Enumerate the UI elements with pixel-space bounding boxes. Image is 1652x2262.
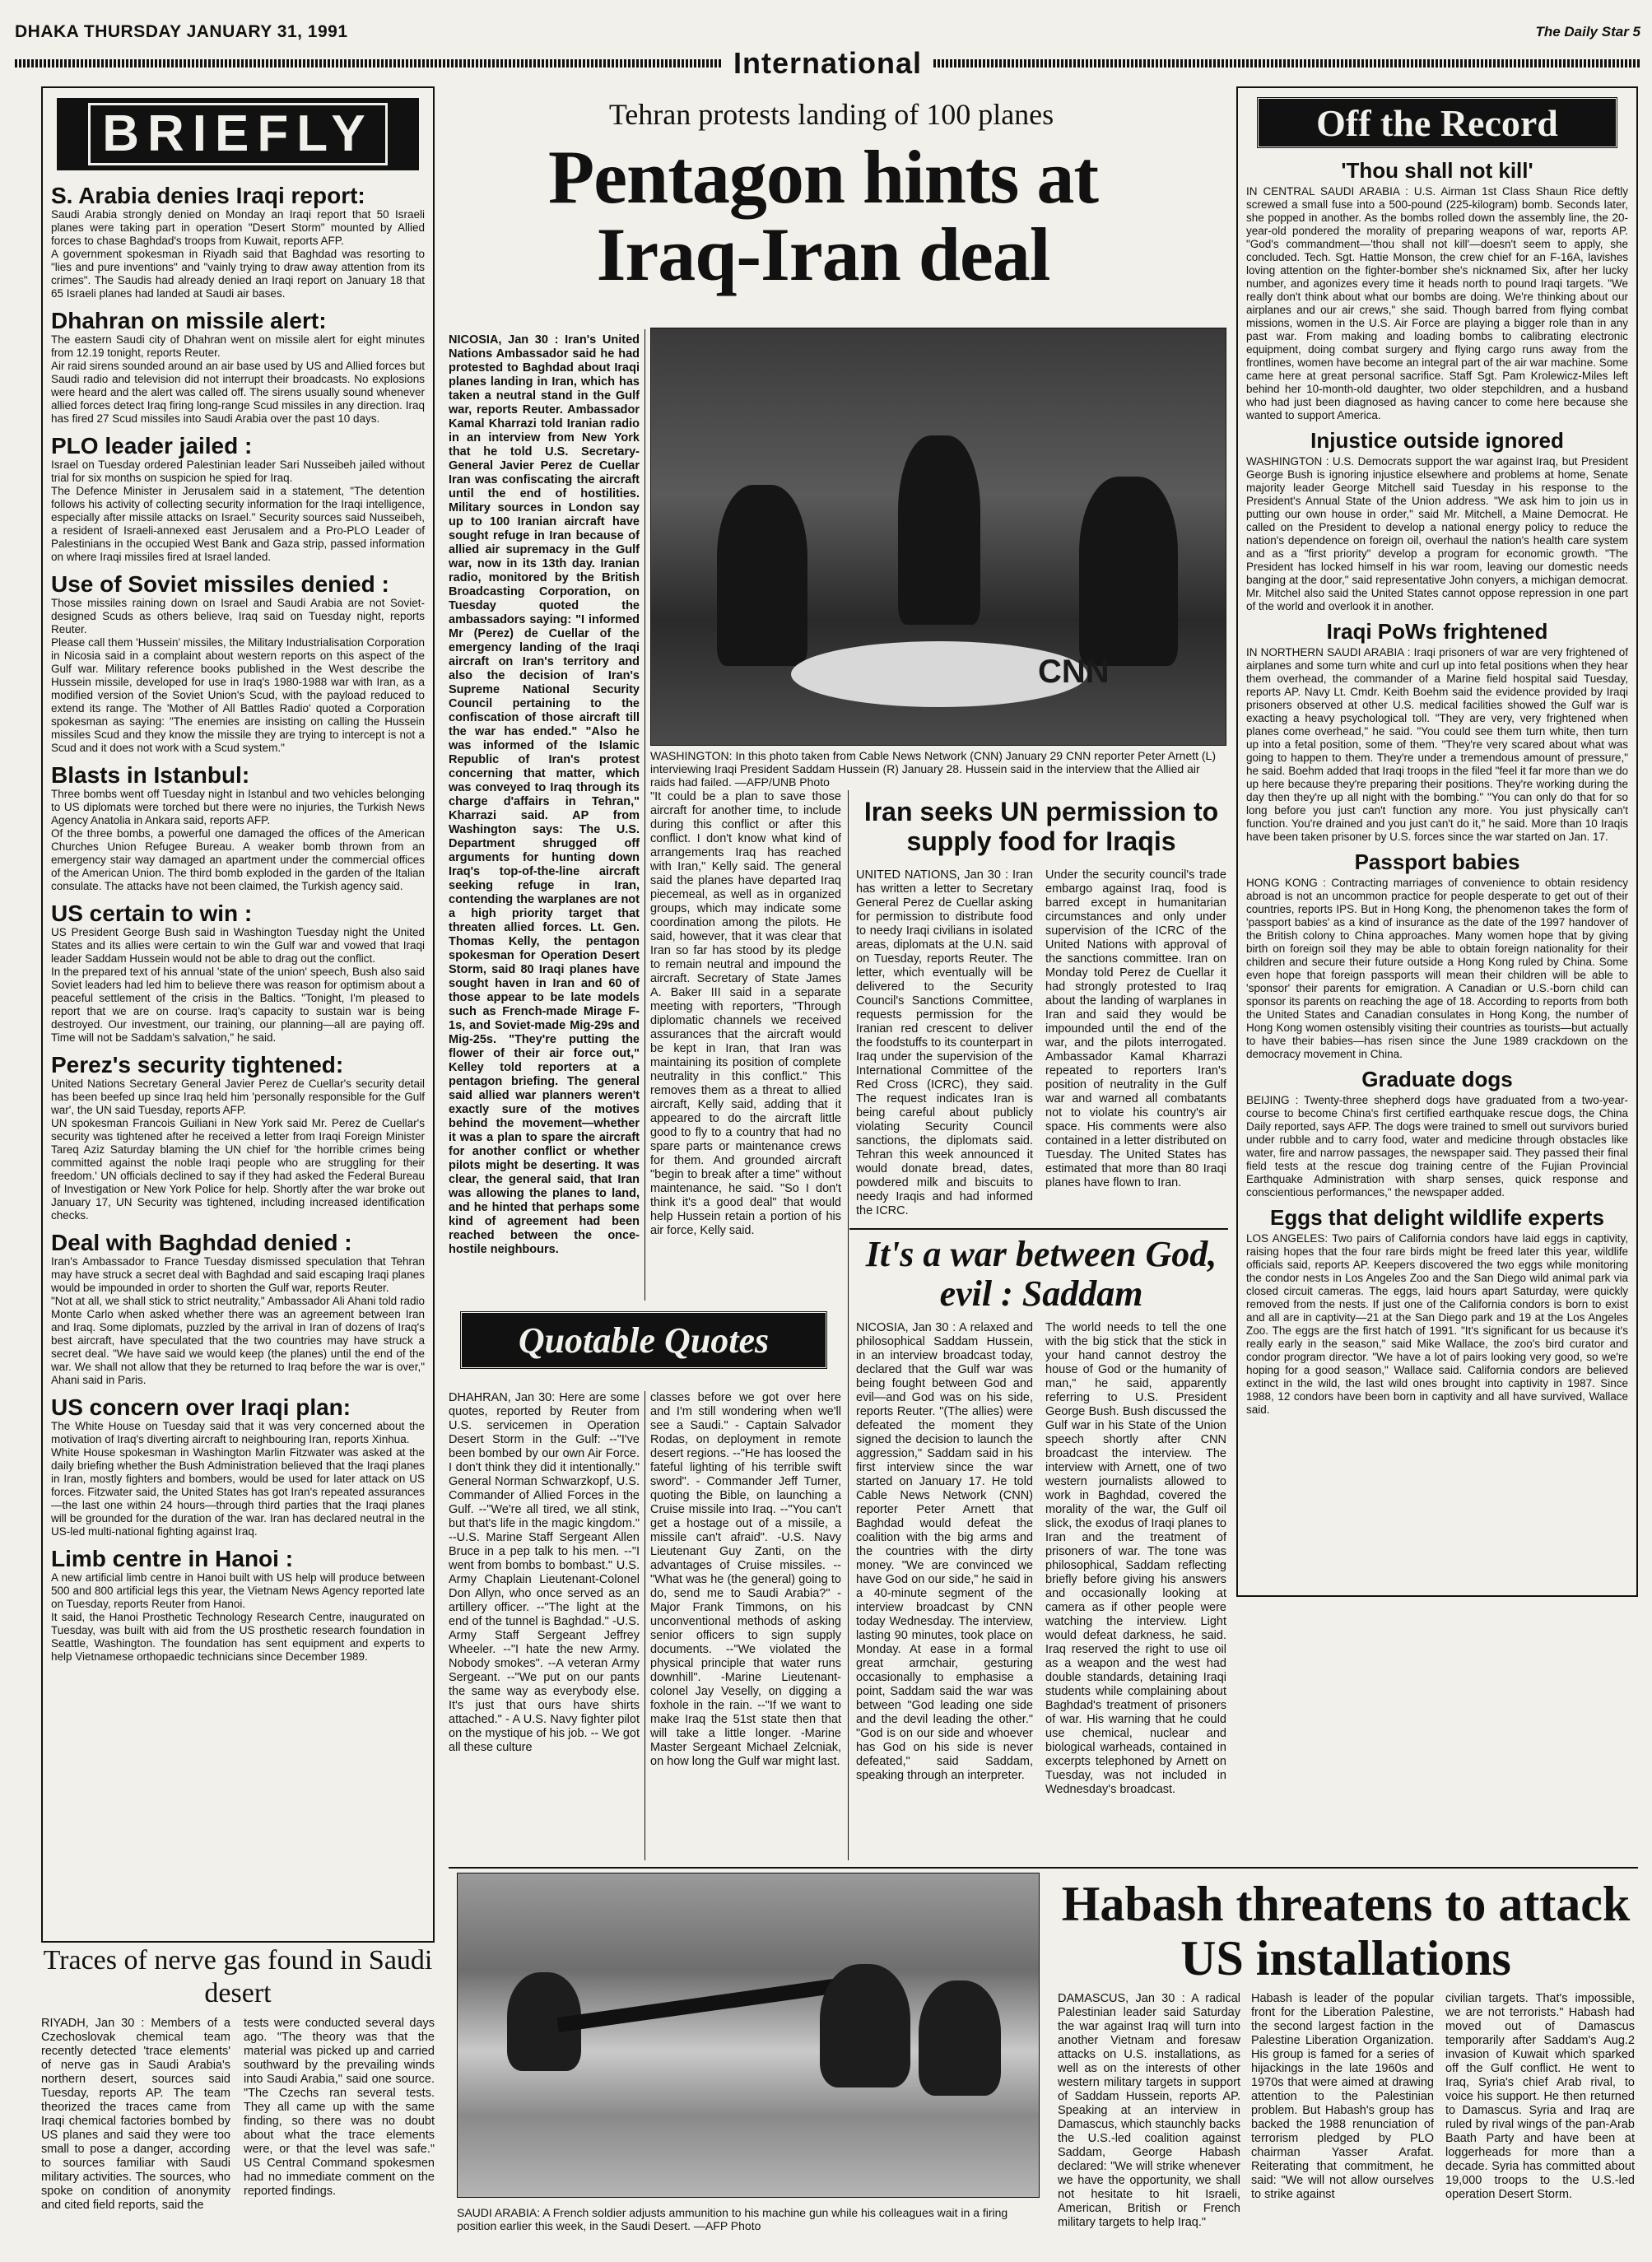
brief-body: "Not at all, we shall stick to strict neutrality," Ambassador Ali Ahani told radio Monte Carlo when asked whether there was an agreement between Iran and Iraq. Some diplomats, puzzled by the arrival in Iran of dozens of Iraq's best aircraft, have speculated that the two countries may have struck a secret deal. "We have said we would keep (the planes) until the end of the war. We shall not allow that they be returned to Iraq before the war is over," Ahani said in Paris.: [51, 1295, 425, 1386]
brief-text: [51, 926, 425, 1045]
brief-text: [51, 1571, 425, 1664]
brief-item: [51, 1547, 425, 1664]
desert-photo-caption: SAUDI ARABIA: A French soldier adjusts ammunition to his machine gun while his colleagues wait in a firing position earlier this week, in the Saudi Desert. —AFP Photo: [457, 2206, 1008, 2232]
record-item-text: BEIJING : Twenty-three shepherd dogs have graduated from a two-year-course to become China's first certified earthquake rescue dogs, the China Daily reported, says AFP. The dogs were trained to smell out survivors buried under rubble and to carry food, water and medicine through obstacles like water, fire and narrow passages, the newspaper said. They passed their final field tests at the rescue dog training centre of the Fujian Provincial Earthquake Administration with sharp senses, quick response and conscientious performances," the newspaper added.: [1246, 1094, 1628, 1198]
record-item-title: Eggs that delight wildlife experts: [1270, 1205, 1604, 1230]
brief-item: [51, 901, 425, 1045]
brief-text: [51, 333, 425, 426]
record-item-text: WASHINGTON : U.S. Democrats support the war against Iraq, but President George Bush is ignoring injustice elsewhere and problems at home, Senate majority leader George Mitchell said Tuesday in his response to the President's Annual State of the Union address. "We ask him to join us in putting our own house in order," said Mr. Mitchell, a Maine Democrat. He called on the President to develop a national energy policy to reduce the nation's dependence on foreign oil, overhaul the nation's health care system and as a "first priority" develop a program for economic growth. "The President has locked himself in his war room, leaving our domestic needs banging at the door," said representative John conyers, a michigan democrat. Mr. Mitchel also said the United States cannot oppose repression in one part of the world and overlook it in another.: [1246, 455, 1628, 612]
brief-lead: Three bombs went off Tuesday night in Istanbul and two vehicles belonging to US diplomats were torched but there were no injuries, the Turkish News Agency Anatolia in Ankara said, reports AFP.: [51, 788, 425, 826]
brief-text: [51, 788, 425, 893]
off-the-record-column: [1236, 86, 1638, 1597]
brief-title: Blasts in Istanbul:: [51, 762, 250, 788]
nerve-gas-col2: tests were conducted several days ago. "The theory was that the material was picked up and carried southward by the prevailing winds into Saudi Arabia," said one source. "The Czechs ran several tests. They all came up with the same finding, so there was no doubt about what the trace elements were, or that the level was safe." US Central Command spokesmen had no immediate comment on the reported findings.: [244, 2017, 435, 2198]
brief-body: It said, the Hanoi Prosthetic Technology Research Centre, inaugurated on Tuesday, was built with aid from the US prosthetic research foundation in Seattle, Washington. The foundation has sent equipment and experts to help Vietnamese orthopaedic technicians since December 1989.: [51, 1611, 425, 1663]
lead-headline: Pentagon hints at Iraq-Iran deal: [548, 135, 1098, 296]
saddam-col1: NICOSIA, Jan 30 : A relaxed and philosophical Saddam Hussein, in an interview broadcast today, declared that the Gulf war was being fought between God and evil—and God was on his side, reports Reuter. "(The allies) were defeated the moment they signed the decision to launch the aggression," Saddam said in his first interview since the war started on January 17. He told Cable News Network (CNN) reporter Peter Arnett that Baghdad would defeat the coalition with the big arms and the countries with the dirty money. "We are convinced we have God on our side," he said in a 40-minute segment of the interview broadcast by CNN today Wednesday. The interview, lasting 90 minutes, took place on Monday. At ease in a formal great armchair, gesturing occasionally to emphasise a point, Saddam said the war was between "God leading one side and the devil leading the other." "God is on our side and whoever has God on his side is never defeated," said Saddam, speaking through an interpreter.: [856, 1321, 1033, 1782]
brief-body: Please call them 'Hussein' missiles, the Military Industrialisation Corporation in Nicosia said in a complaint about western reports on this aspect of the Gulf war. Military reference books published in the West describe the Hussein missile, developed for use in Iraq's 1980-1988 war with Iran, as a modified version of the Soviet Union's Scud, with the payload reduced to extend its range. The 'Mother of All Battles Radio' quoted a Corporation spokesman as saying: "The enemies are insisting on calling the Hussein missiles Scud and they know the missile they are trying to intercept is not a Scud and it does not work with a Scud system.": [51, 636, 425, 754]
cnn-interview-photo: [650, 328, 1226, 746]
off-record-list: [1246, 159, 1628, 1417]
brief-lead: Israel on Tuesday ordered Palestinian leader Sari Nusseibeh jailed without trial for six months on suspicion he spied for Iraq.: [51, 458, 425, 484]
brief-title: US certain to win :: [51, 901, 253, 926]
saddam-headline: It's a war between God, evil : Saddam: [865, 1234, 1217, 1314]
record-item-title: Injustice outside ignored: [1310, 428, 1564, 453]
record-item-text: HONG KONG : Contracting marriages of convenience to obtain residency abroad is not an uncommon practice for people desperate to get out of their countries, reports IPS. But in Hong Kong, the phenomenon takes the form of 'passport babies' as a kind of insurance as the date of the 1997 handover of the British colony to China approaches. Many women hope that by giving birth on foreign soil they may be able to obtain foreign nationality for their children and secure their future outside a Hong Kong ruled by China. Some even hope that foreign passports will mean their children will be able to 'sponsor' their parents for emigration. A Canadian or U.S.-born child can sponsor its parents on reaching the age of 18. According to reports from both the United States and Canadian consulates in Hong Kong, the number of Hong Kong women ostensibly visiting their countries as tourists—but actually to have their babies—has risen since the June 1989 crackdown on the democracy movement in China.: [1246, 877, 1628, 1060]
dateline: DHAKA THURSDAY JANUARY 31, 1991: [15, 22, 348, 41]
habash-col2: Habash is leader of the popular front for the Liberation Palestine, the second largest faction in the Palestine Liberation Organization. His group is famed for a series of hijackings in the late 1960s and 1970s that were aimed at drawing attention to the Palestinian problem. But Habash's group has backed the 1988 renunciation of terrorism pledged by PLO chairman Yasser Arafat. Reiterating that commitment, he said: "We will not allow ourselves to strike against: [1251, 1992, 1434, 2201]
briefly-label: BRIEFLY: [88, 103, 388, 165]
lead-story-col1: NICOSIA, Jan 30 : Iran's United Nations Ambassador said he had protested to Baghdad about Iraqi planes landing in Iran, which has taken a neutral stand in the Gulf war, reports Reuter. Ambassador Kamal Kharrazi told Iranian radio in an interview from New York that he told U.S. Secretary-General Javier Perez de Cuellar Iran was confiscating the aircraft until the end of hostilities. Military sources in London say up to 100 Iranian aircraft have sought refuge in Iran because of allied air supremacy in the Gulf war, now in its 13th day. Iranian radio, monitored by the British Broadcasting Corporation, on Tuesday quoted the ambassadors saying: "I informed Mr (Perez) de Cuellar of the emergency landing of the Iraqi aircraft on Iran's territory and also the decision of Iran's Supreme National Security Council pertaining to the confiscation of those aircraft till the war has ended." "Also he was informed of the Islamic Republic of Iran's protest concerning that matter, which was conveyed to Iraq through its charge d'affairs in Tehran," Kharrazi said. AP from Washington says: The U.S. Department shrugged off arguments for hunting down Iraq's top-of-the-line aircraft seeking refuge in Iran, contending the warplanes are not a high priority target that threaten allied forces. Lt. Gen. Thomas Kelly, the pentagon spokesman for Operation Desert Storm, said 80 Iraqi planes have sought haven in Iran and 60 of those appear to be late models such as French-made Mirage F-1s, and Soviet-made Mig-29s and Mig-25s. "They're putting the flower of their air force out," Kelley told reporters at a pentagon briefing. The general said allied war planners weren't exactly sure of the motives behind the movement—whether it was a plan to spare the aircraft for another conflict or whether pilots might be deserting. It was clear, the general said, that Iran was allowing the planes to land, and he hinted that perhaps some kind of agreement had been reached between the once-hostile neighbours.: [449, 333, 640, 1256]
brief-item: [51, 763, 425, 893]
brief-title: Use of Soviet missiles denied :: [51, 571, 389, 597]
brief-lead: US President George Bush said in Washington Tuesday night the United States and its allies were certain to win the Gulf war and vowed that Iraqi leader Saddam Hussein would not be able to drag out the conflict.: [51, 926, 425, 965]
brief-item: [51, 309, 425, 426]
record-item-title: Passport babies: [1354, 849, 1520, 874]
brief-text: [51, 1255, 425, 1387]
briefly-banner: [57, 98, 419, 170]
saudi-desert-photo: [457, 1873, 1040, 2198]
quotable-title: Quotable Quotes: [518, 1320, 770, 1361]
quotable-col2: classes before we got over here and I'm still wondering when we'll see a Saudi." - Captain Salvador Rodas, on deployment in remote desert regions. --"He has loosed the fateful lighting of his terrible swift sword". - Commander Jeff Turner, quoting the Bible, on launching a Cruise missile into Iraq. --"You can't get a hostage out of a missile, a missile can't afraid". -U.S. Navy Lieutenant Guy Zanti, on the advantages of Cruise missiles. --"What was he (the general) going to do, send me to Saudi Arabia?" - Major Frank Timmons, on his unconventional methods of asking senior officers to sign supply documents. --"We violated the physical principle that water runs downhill". -Marine Lieutenant-colonel Jay Veselly, on digging a foxhole in the rain. --"If we want to make Iraq the 51st state then that will take a little longer. -Marine Master Sergeant Michael Zelcniak, on how long the Gulf war might last.: [650, 1391, 841, 1768]
brief-title: Deal with Baghdad denied :: [51, 1230, 352, 1255]
record-item-title: Iraqi PoWs frightened: [1326, 619, 1548, 644]
brief-item: [51, 572, 425, 755]
brief-body: In the prepared text of his annual 'state of the union' speech, Bush also said Soviet leaders had led him to believe there was reason for optimism about a peaceful settlement of the crisis in the Baltics. "Tonight, I'm pleased to report that we are on course. Iraq's capacity to sustain war is being destroyed. Our investment, our training, our planning—all are paying off. Time will not be Saddam's salvation," he said.: [51, 966, 425, 1044]
brief-lead: Those missiles raining down on Israel and Saudi Arabia are not Soviet-designed Scuds as others believe, Iraq said on Tuesday night, reports Reuter.: [51, 597, 425, 635]
briefly-column: [41, 86, 435, 1943]
lead-story-col2: "It could be a plan to save those aircraft for another time, to include during this conflict or after this conflict. I don't know what kind of arrangements Iraq has reached with Iran," Kelly said. The general said the planes have departed Iraq piecemeal, as well as in organized groups, which may indicate some coordination among the pilots. He said, however, that it was clear that Iran so far has stood by its pledge to remain neutral and impound the aircraft. Secretary of State James A. Baker III said in a separate meeting with reporters, "Through diplomatic channels we received assurances that the aircraft would be kept in Iran, that Iran was maintaining its position of complete neutrality in this conflict." This removes them as a threat to allied aircraft, Kelly said, adding that it appeared to do the aircraft little good to fly to a country that had no spare parts or maintenance crews for them. And grounded aircraft "begin to break after a time" without maintenance, he said. "So I don't think it's a good deal" that would help Hussein retain a portion of his air force, Kelly said.: [650, 790, 841, 1237]
iran-food-col1: UNITED NATIONS, Jan 30 : Iran has written a letter to Secretary General Perez de Cuellar asking for permission to distribute food to needy Iraqi civilians in isolated areas, diplomats at the U.N. said on Tuesday, reports Reuter. The letter, which eventually will be delivered to the Security Council's Sanctions Committee, requests permission for the Iranian red crescent to deliver the foodstuffs to its counterpart in Iraq under the supervision of the International Committee of the Red Cross (ICRC), they said. The request indicates Iran is being careful about publicly violating Security Council sanctions, the diplomats said. Tehran this week announced it would donate bread, dates, powdered milk and biscuits to needy Iraqis and had informed the ICRC.: [856, 868, 1033, 1217]
brief-body: Air raid sirens sounded around an air base used by US and Allied forces but Saudi radio and television did not interrupt their broadcasts. No explosions were heard and the alert was called off. The sirens usually sound whenever allied forces detect Iraq firing long-range Scud missiles in any direction. Iraq has fired 27 Scud missiles into Saudi Arabia over the past 10 days.: [51, 360, 425, 425]
section-header: [15, 46, 1640, 80]
record-item-text: LOS ANGELES: Two pairs of California condors have laid eggs in captivity, raising hopes that the four rare birds might be freed later this year, wildlife officials said, reports AP. Keepers discovered the two eggs while monitoring the condor nests in Los Angeles Zoo and the San Diego wild animal park via closed circuit cameras. The eggs, laid hours apart Saturday, were quickly removed from the nests. If just one of the California condors is born to exist and all are in captivity—21 at the San Diego park and 19 at the Los Angeles Zoo. The eggs are the first hatch of 1991. "It's significant for us because it's really early in the season," said Mike Wallace, the zoo's bird curator and condor program director. "We have a lot of pairs looking very good, so we're hoping for a good season," Wallace said. California condors are believed extinct in the wild, the last wild ones brought into captivity in 1987. Since 1988, 12 condors have been born in captivity and all have survived, Wallace said.: [1246, 1232, 1628, 1416]
off-record-title: Off the Record: [1316, 101, 1558, 144]
brief-body: Of the three bombs, a powerful one damaged the offices of the American Churches Union Refugee Bureau. A weaker bomb thrown from an emergency stair way damaged an apartment under the commercial offices of the American Union. The third bomb exploded in the garden of the Italian consulate. The attacks have not been claimed, the Turkish agency said.: [51, 827, 425, 892]
cnn-logo: CNN: [1038, 654, 1110, 690]
lead-kicker: Tehran protests landing of 100 planes: [608, 98, 1054, 131]
record-item-text: IN NORTHERN SAUDI ARABIA : Iraqi prisoners of war are very frightened of airplanes and some turn white and curl up into fetal positions when they hear them overhead, the commander of a Marine field hospital said Tuesday, reports AP. Navy Lt. Cmdr. Keith Boehm said the evidence provided by Iraqi prisoners observed at other U.S. medical facilities showed the Gulf war is exacting a heavy psychological toll. "They are very, very frightened when planes come overhead," he said. "You could see them turn white, then turn up into a fetal position, some of them. "They're very scared about what was going to happen to them. They're under a tremendous amount of pressure," he said. Boehm added that Iraqi troops in the filed "feel it far more than we do up here because they're preparing their positions. They're working during the day then they're up all night with the bombing." "You can only do that for so long before you just can't function any more. You just physically can't function. You're drained and you just can't do it," he said. More than 10 Iraqis have been taken prisoner by U.S. forces since the war started on Jan. 17.: [1246, 646, 1628, 843]
section-title: International: [733, 46, 923, 80]
off-record-banner: [1256, 96, 1618, 149]
brief-title: S. Arabia denies Iraqi report:: [51, 183, 365, 208]
brief-lead: Iran's Ambassador to France Tuesday dismissed speculation that Tehran may have struck a secret deal with Baghdad and said escaping Iraqi planes would be impounded in order to shorten the Gulf war, reports Reuter.: [51, 1255, 425, 1294]
brief-text: [51, 1420, 425, 1538]
brief-title: Dhahran on missile alert:: [51, 308, 327, 333]
habash-headline: Habash threatens to attack US installations: [1061, 1877, 1631, 1985]
brief-text: [51, 1077, 425, 1222]
habash-col1: DAMASCUS, Jan 30 : A radical Palestinian leader said Saturday the war against Iraq will turn into another Vietnam and foresaw attacks on U.S. installations, as well as on the interests of other western military targets in support of Saddam Hussein, reports AP. Speaking at an interview in Damascus, which staunchly backs the U.S.-led coalition against Saddam, George Habash declared: "We will strike whenever we have the opportunity, we shall not hesitate to hit Israeli, American, British or French military targets to help Iraq.": [1058, 1992, 1240, 2229]
brief-item: [51, 1053, 425, 1222]
brief-title: US concern over Iraqi plan:: [51, 1394, 351, 1420]
record-item-title: 'Thou shall not kill': [1341, 158, 1533, 183]
brief-body: UN spokesman Francois Guiliani in New York said Mr. Perez de Cuellar's security was tightened after he received a letter from Iraqi Foreign Minister Tareq Aziz Saturday blaming the UN chief for 'the horrible crimes being committed against the noble Iraqi people who are struggling for their freedom.' UN officials declined to say if they had asked the Federal Bureau of Investigation or New York Police for help. Shortly after the war broke out January 17, UN Security was tightened, including increased identification checks.: [51, 1117, 425, 1222]
paper-name: The Daily Star 5: [1535, 24, 1640, 40]
nerve-gas-col1: RIYADH, Jan 30 : Members of a Czechoslovak chemical team recently detected 'trace elements' of nerve gas in Saudi Arabia's northern desert, sources said Tuesday, reports AP. The team theorized the traces came from Iraqi chemical factories bombed by US planes and said they were too small to pose a danger, according to sources familiar with Saudi military activities. The sources, who spoke on condition of anonymity and cited field reports, said the: [41, 2017, 230, 2212]
quotable-col1: DHAHRAN, Jan 30: Here are some quotes, reported by Reuter from U.S. servicemen in Operation Desert Storm in the Gulf: --"I've been bombed by our own Air Force. I don't think they did it intentionally." General Norman Schwarzkopf, U.S. Commander of Allied Forces in the Gulf. --"We're all tired, we all stink, but that's life in the magic kingdom." --U.S. Marine Staff Sergeant Allen Bruce in a pep talk to his men. --"I went from bombs to bombast." U.S. Army Chaplain Lieutenant-Colonel Don Allyn, who once served as an artillery officer. --"The light at the end of the tunnel is Baghdad." -U.S. Army Staff Sergeant Jeffrey Wheeler. --"I hate the new Army. Nobody smokes". --A veteran Army Sergeant. --"We put on our pants the same way as everybody else. It's just that ours have shirts attached." - A U.S. Navy fighter pilot on the mystique of his job. -- We got all these culture: [449, 1391, 640, 1754]
brief-item: [51, 1231, 425, 1387]
brief-text: [51, 458, 425, 564]
brief-item: [51, 1395, 425, 1538]
brief-lead: Saudi Arabia strongly denied on Monday an Iraqi report that 50 Israeli planes were taking part in operation "Desert Storm" mounted by Allied forces to chase Baghdad's troops from Kuwait, reports AFP.: [51, 208, 425, 247]
brief-body: The Defence Minister in Jerusalem said in a statement, "The detention follows his activity of collecting security information for the Iraqi intelligence, especially after missile attacks on Israel." Security sources said Nusseibeh, a resident of Israeli-annexed east Jerusalem and a Pro-PLO Leader of Palestinians in the occupied West Bank and Gaza strip, passed information on where Iraqi missiles fired at Israel landed.: [51, 485, 425, 563]
iran-food-col2: Under the security council's trade embargo against Iraq, food is barred except in humanitarian circumstances and only under supervision of the ICRC of the United Nations with approval of the sanctions committee. Iran on Monday told Perez de Cuellar it had strongly protested to Iraq about the landing of warplanes in Iran and said they would be impounded until the end of the war, and the pilots interrogated. Ambassador Kamal Kharrazi repeated to reporters Iran's position of neutrality in the Gulf war and warned all combatants not to violate his country's air space. His comments were also contained in a letter distributed on Tuesday. The United States has estimated that more than 80 Iraqi planes have flown to Iran.: [1045, 868, 1226, 1189]
record-item-title: Graduate dogs: [1361, 1067, 1513, 1091]
cnn-photo-caption: WASHINGTON: In this photo taken from Cable News Network (CNN) January 29 CNN reporter Peter Arnett (L) interviewing Iraqi President Saddam Hussein (R) January 28. Hussein said in the interview that the Allied air raids had failed. —AFP/UNB Photo: [650, 749, 1217, 789]
brief-body: A government spokesman in Riyadh said that Baghdad was resorting to "lies and pure inventions" and "vainly trying to draw away attention from its crimes". The Saudis had already denied an Iraqi report on January 18 that 65 Israeli planes had landed at Saudi air bases.: [51, 248, 425, 300]
brief-title: PLO leader jailed :: [51, 433, 253, 458]
brief-text: [51, 597, 425, 755]
brief-item: [51, 184, 425, 300]
iran-food-headline: Iran seeks UN permission to supply food for Iraqis: [863, 797, 1219, 856]
brief-lead: United Nations Secretary General Javier Perez de Cuellar's security detail has been beefed up since Iraq held him 'personally responsible for the Gulf war', the UN said Tuesday, reports AFP.: [51, 1077, 425, 1116]
brief-title: Perez's security tightened:: [51, 1052, 344, 1077]
brief-lead: The eastern Saudi city of Dhahran went on missile alert for eight minutes from 12.19 tonight, reports Reuter.: [51, 333, 425, 359]
brief-lead: A new artificial limb centre in Hanoi built with US help will produce between 500 and 800 artificial legs this year, the Vietnam News Agency reported late on Tuesday, reports Reuter from Hanoi.: [51, 1571, 425, 1610]
record-item-text: IN CENTRAL SAUDI ARABIA : U.S. Airman 1st Class Shaun Rice deftly screwed a small fuse into a 500-pound (225-kilogram) bomb. Seconds later, she popped in another. As the bombs rolled down the assembly line, the 20-year-old pondered the morality of preparing weapons of war, reports AP. "God's commandment—'thou shall not kill'—doesn't seem to apply, she concluded. Tech. Sgt. Hattie Monson, the crew chief for an F-16A, lavishes loving attention on the fighter-bomber she's nicknamed Six, after her lucky number, and agonizes every time it heads north to pound Iraqi targets. "We really don't think about what our bombs are doing. We're thinking about our airplanes and our air crews," she said. Though barred from flying combat missions, women in the U.S. Air Force are playing a bigger role than in any past war. From making and loading bombs to calibrating electronic equipment, doing combat surgery and flying cargo runs away from the frontlines, women have become an integral part of the air war machine. Some came here at great personal sacrifice. Staff Sgt. Pam Krolewicz-Miles left behind her 10-month-old daughter, two older stepchildren, and a husband who had just been diagnosed as having cancer to come here because she wanted to support America.: [1246, 185, 1628, 421]
quotable-banner: [459, 1310, 828, 1370]
brief-lead: The White House on Tuesday said that it was very concerned about the motivation of Iraq's diverting aircraft to neighbouring Iran, reports Xinhua.: [51, 1420, 425, 1445]
brief-text: [51, 208, 425, 300]
saddam-col2: The world needs to tell the one with the big stick that the stick in your hand cannot destroy the house of God or the humanity of man," he said, apparently referring to U.S. President George Bush. Bush discussed the Gulf war in his State of the Union speech shortly after CNN broadcast the interview. The interview with Arnett, one of two western journalists allowed to work in Baghdad, covered the morality of the war, the Gulf oil slick, the exodus of Iraqi planes to Iran and the treatment of prisoners of war. The tone was philosophical, Saddam reflecting briefly before giving his answers and occasionally looking at camera as if other people were watching the interview. Light would defeat darkness, he said. Iraq reserved the right to use oil as a weapon and the west had double standards, detaining Iraqi students while complaining about Baghdad's treatment of prisoners of war. His warning that he could use chemical, nuclear and biological warheads, contained in excerpts telephoned by Arnett on Tuesday, was not included in Wednesday's broadcast.: [1045, 1321, 1226, 1796]
brief-title: Limb centre in Hanoi :: [51, 1546, 294, 1571]
brief-item: [51, 434, 425, 564]
nerve-gas-headline: Traces of nerve gas found in Saudi desert: [43, 1945, 433, 2008]
habash-col3: civilian targets. That's impossible, we are not terrorists." Habash had moved out of Damascus temporarily after Saddam's Aug.2 invasion of Kuwait which sparked off the Gulf conflict. He went to Iraq, Syria's chief Arab rival, to voice his support. He then returned to Damascus. Syria and Iraq are ruled by rival wings of the pan-Arab Baath Party and have been at loggerheads for more than a decade. Syria has committed about 19,000 troops to the U.S.-led operation Desert Storm.: [1445, 1992, 1635, 2201]
briefly-list: [51, 184, 425, 1664]
brief-body: White House spokesman in Washington Marlin Fitzwater was asked at the daily briefing whether the Bush Administration believed that the Iraqi planes in Iran, mostly fighters and bombers, would be used for later attack on US forces. Fitzwater said, the United States has got Iran's repeated assurances—the last one within 24 hours—through third parties that the Iraqi planes will be grounded for the duration of the war. Iran has declared neutral in the US-led multi-national fighting against Iraq.: [51, 1446, 425, 1538]
